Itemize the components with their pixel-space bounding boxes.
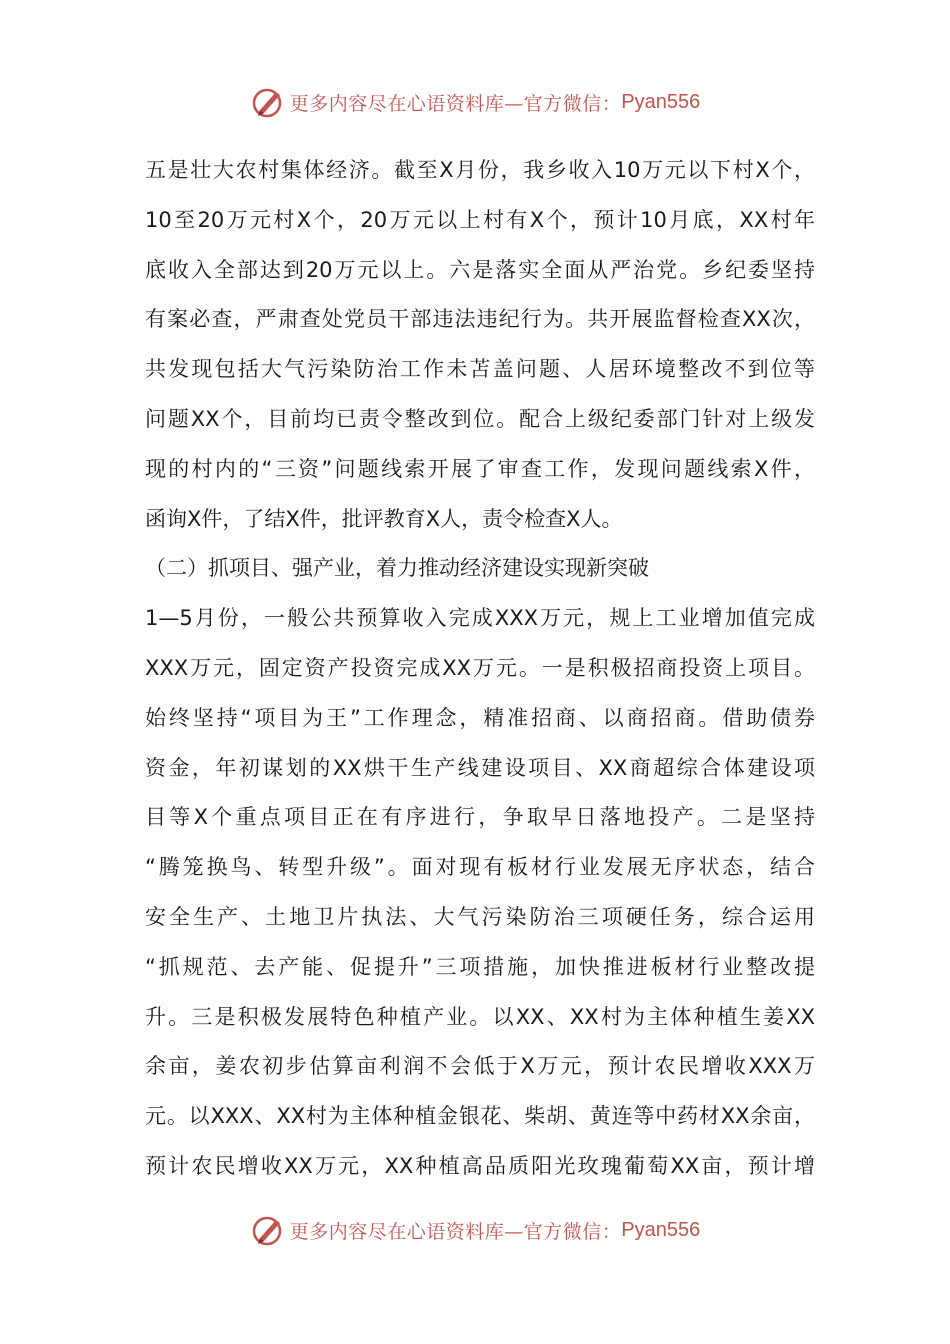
banner-text: 更多内容尽在心语资料库—官方微信： — [289, 1220, 622, 1243]
banner-wechat-id: Pyan556 — [621, 1218, 701, 1241]
document-body — [145, 146, 815, 1192]
header-banner — [0, 82, 950, 122]
footer-banner — [0, 1210, 950, 1250]
paragraph-line: 资金，年初谋划的XX烘干生产线建设项目、XX商超综合体建设项 — [145, 755, 815, 780]
paragraph-line: 余亩，姜农初步估算亩利润不会低于X万元，预计农民增收XXX万 — [145, 1054, 815, 1079]
paragraph-line: 底收入全部达到20万元以上。六是落实全面从严治党。乡纪委坚持 — [145, 257, 815, 282]
section-heading: （二）抓项目、强产业，着力推动经济建设实现新突破 — [145, 556, 649, 581]
paragraph-line: 目等X个重点项目正在有序进行，争取早日落地投产。二是坚持 — [145, 805, 815, 830]
paragraph-line: 现的村内的“三资”问题线索开展了审查工作，发现问题线索X件， — [145, 456, 815, 481]
banner-wechat-id: Pyan556 — [621, 90, 701, 113]
paragraph-line: 1—5月份，一般公共预算收入完成XXX万元，规上工业增加值完成 — [145, 606, 815, 631]
paragraph-line: “腾笼换鸟、转型升级”。面对现有板材行业发展无序状态，结合 — [145, 855, 815, 880]
paragraph-line: 预计农民增收XX万元，XX种植高品质阳光玫瑰葡萄XX亩，预计增 — [145, 1153, 815, 1178]
paragraph-line: 始终坚持“项目为王”工作理念，精准招商、以商招商。借助债券 — [145, 705, 815, 730]
paragraph-line: XXX万元，固定资产投资完成XX万元。一是积极招商投资上项目。 — [145, 655, 815, 680]
paragraph-line: 共发现包括大气污染防治工作未苫盖问题、人居环境整改不到位等 — [145, 357, 815, 382]
pen-logo-icon — [250, 84, 286, 120]
paragraph-line: “抓规范、去产能、促提升”三项措施，加快推进板材行业整改提 — [145, 954, 815, 979]
paragraph-line: 五是壮大农村集体经济。截至X月份，我乡收入10万元以下村X个， — [145, 158, 815, 182]
pen-logo-icon — [250, 1212, 286, 1248]
paragraph-line: 元。以XXX、XX村为主体种植金银花、柴胡、黄连等中药材XX余亩， — [145, 1104, 815, 1129]
paragraph-line: 有案必查，严肃查处党员干部违法违纪行为。共开展监督检查XX次， — [145, 307, 815, 332]
paragraph-line: 问题XX个，目前均已责令整改到位。配合上级纪委部门针对上级发 — [145, 406, 815, 431]
paragraph-line: 安全生产、土地卫片执法、大气污染防治三项硬任务，综合运用 — [145, 904, 815, 929]
paragraph-line: 函询X件，了结X件，批评教育X人，责令检查X人。 — [145, 506, 623, 531]
banner-text: 更多内容尽在心语资料库—官方微信： — [289, 92, 622, 115]
paragraph-line: 10至20万元村X个，20万元以上村有X个，预计10月底，XX村年 — [145, 207, 815, 232]
paragraph-line: 升。三是积极发展特色种植产业。以XX、XX村为主体种植生姜XX — [145, 1004, 815, 1029]
